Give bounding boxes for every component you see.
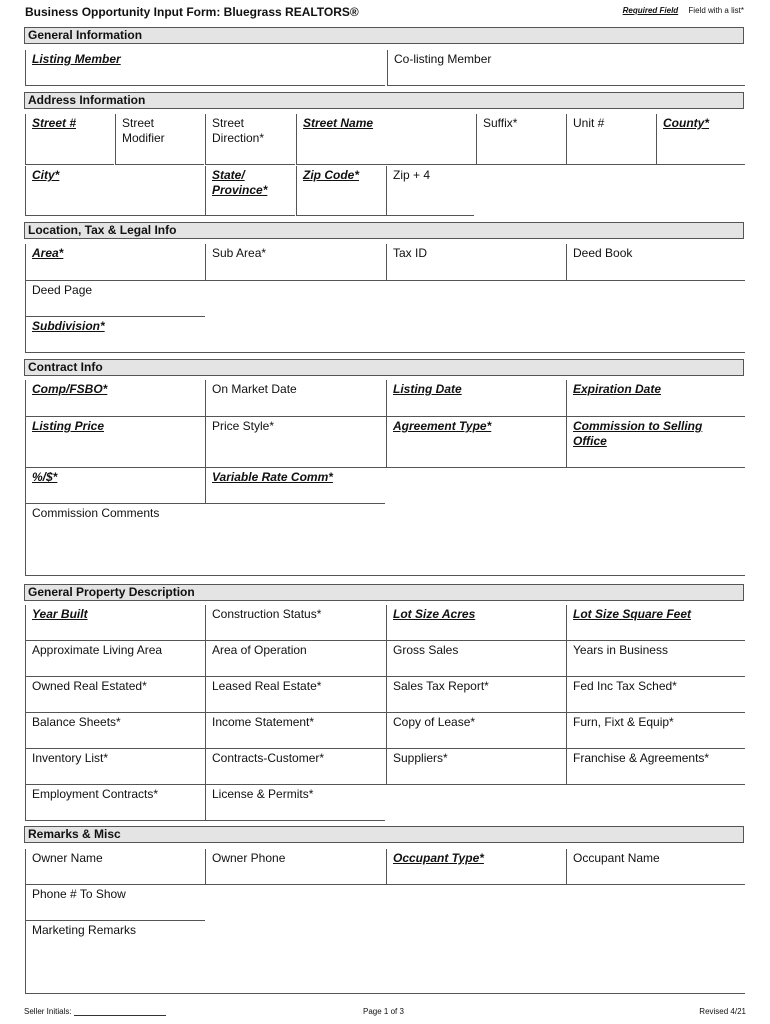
- field-gross-sales[interactable]: Gross Sales: [386, 641, 566, 677]
- field-approx-living-area[interactable]: Approximate Living Area: [25, 641, 205, 677]
- field-on-market-date[interactable]: On Market Date: [205, 380, 386, 417]
- field-years-in-business[interactable]: Years in Business: [566, 641, 745, 677]
- section-property: General Property Description: [24, 584, 744, 601]
- field-agreement-type[interactable]: Agreement Type*: [386, 417, 566, 468]
- field-subdivision[interactable]: Subdivision*: [25, 317, 745, 353]
- field-street-modifier[interactable]: Street Modifier: [115, 114, 204, 165]
- field-fed-inc-tax-sched[interactable]: Fed Inc Tax Sched*: [566, 677, 745, 713]
- field-street-name[interactable]: Street Name: [296, 114, 476, 165]
- field-state[interactable]: State/ Province*: [205, 166, 295, 216]
- field-copy-of-lease[interactable]: Copy of Lease*: [386, 713, 566, 749]
- field-zip4[interactable]: Zip + 4: [386, 166, 474, 216]
- field-listing-price[interactable]: Listing Price: [25, 417, 205, 468]
- field-lot-size-sqft[interactable]: Lot Size Square Feet: [566, 605, 745, 641]
- field-owner-name[interactable]: Owner Name: [25, 849, 205, 885]
- seller-initials-line[interactable]: [74, 1007, 166, 1016]
- field-suppliers[interactable]: Suppliers*: [386, 749, 566, 785]
- field-variable-rate[interactable]: Variable Rate Comm*: [205, 468, 385, 504]
- field-income-statement[interactable]: Income Statement*: [205, 713, 386, 749]
- field-marketing-remarks[interactable]: Marketing Remarks: [25, 921, 745, 994]
- field-balance-sheets[interactable]: Balance Sheets*: [25, 713, 205, 749]
- page-number: Page 1 of 3: [363, 1007, 404, 1016]
- field-commission-selling-office[interactable]: Commission to Selling Office: [566, 417, 745, 468]
- field-contracts-customer[interactable]: Contracts-Customer*: [205, 749, 386, 785]
- field-occupant-type[interactable]: Occupant Type*: [386, 849, 566, 885]
- field-listing-date[interactable]: Listing Date: [386, 380, 566, 417]
- section-address: Address Information: [24, 92, 744, 109]
- field-franchise-agreements[interactable]: Franchise & Agreements*: [566, 749, 745, 785]
- field-employment-contracts[interactable]: Employment Contracts*: [25, 785, 205, 821]
- form-title: Business Opportunity Input Form: Bluegrass REALTORS®: [25, 5, 359, 19]
- field-phone-to-show[interactable]: Phone # To Show: [25, 885, 205, 921]
- field-sales-tax-report[interactable]: Sales Tax Report*: [386, 677, 566, 713]
- section-contract: Contract Info: [24, 359, 744, 376]
- field-sub-area[interactable]: Sub Area*: [205, 244, 386, 281]
- field-street-direction[interactable]: Street Direction*: [205, 114, 295, 165]
- section-location: Location, Tax & Legal Info: [24, 222, 744, 239]
- legend: [623, 6, 744, 15]
- field-deed-book[interactable]: Deed Book: [566, 244, 745, 281]
- field-unit[interactable]: Unit #: [566, 114, 656, 165]
- field-construction-status[interactable]: Construction Status*: [205, 605, 386, 641]
- field-city[interactable]: City*: [25, 166, 205, 216]
- revised-date: Revised 4/21: [699, 1007, 746, 1016]
- field-commission-comments[interactable]: Commission Comments: [25, 504, 745, 576]
- field-year-built[interactable]: Year Built: [25, 605, 205, 641]
- field-listing-member[interactable]: Listing Member: [25, 50, 385, 86]
- field-comp-fsbo[interactable]: Comp/FSBO*: [25, 380, 205, 417]
- field-inventory-list[interactable]: Inventory List*: [25, 749, 205, 785]
- field-expiration-date[interactable]: Expiration Date: [566, 380, 745, 417]
- field-owned-real-estate[interactable]: Owned Real Estated*: [25, 677, 205, 713]
- field-street-number[interactable]: Street #: [25, 114, 114, 165]
- field-price-style[interactable]: Price Style*: [205, 417, 386, 468]
- field-suffix[interactable]: Suffix*: [476, 114, 566, 165]
- seller-initials-label: Seller Initials:: [24, 1007, 72, 1016]
- field-lot-size-acres[interactable]: Lot Size Acres: [386, 605, 566, 641]
- field-area[interactable]: Area*: [25, 244, 205, 281]
- legend-list: Field with a list*: [688, 6, 744, 15]
- field-license-permits[interactable]: License & Permits*: [205, 785, 385, 821]
- field-area-of-operation[interactable]: Area of Operation: [205, 641, 386, 677]
- section-remarks: Remarks & Misc: [24, 826, 744, 843]
- field-percent-dollar[interactable]: %/$*: [25, 468, 205, 504]
- field-colisting-member[interactable]: Co-listing Member: [387, 50, 745, 86]
- field-deed-page[interactable]: Deed Page: [25, 281, 205, 317]
- field-owner-phone[interactable]: Owner Phone: [205, 849, 386, 885]
- legend-required: Required Field: [622, 6, 679, 15]
- seller-initials: [24, 1007, 166, 1016]
- field-zip[interactable]: Zip Code*: [296, 166, 386, 216]
- field-tax-id[interactable]: Tax ID: [386, 244, 566, 281]
- field-furn-fixt-equip[interactable]: Furn, Fixt & Equip*: [566, 713, 745, 749]
- field-leased-real-estate[interactable]: Leased Real Estate*: [205, 677, 386, 713]
- field-occupant-name[interactable]: Occupant Name: [566, 849, 745, 885]
- section-general: General Information: [24, 27, 744, 44]
- field-county[interactable]: County*: [656, 114, 745, 165]
